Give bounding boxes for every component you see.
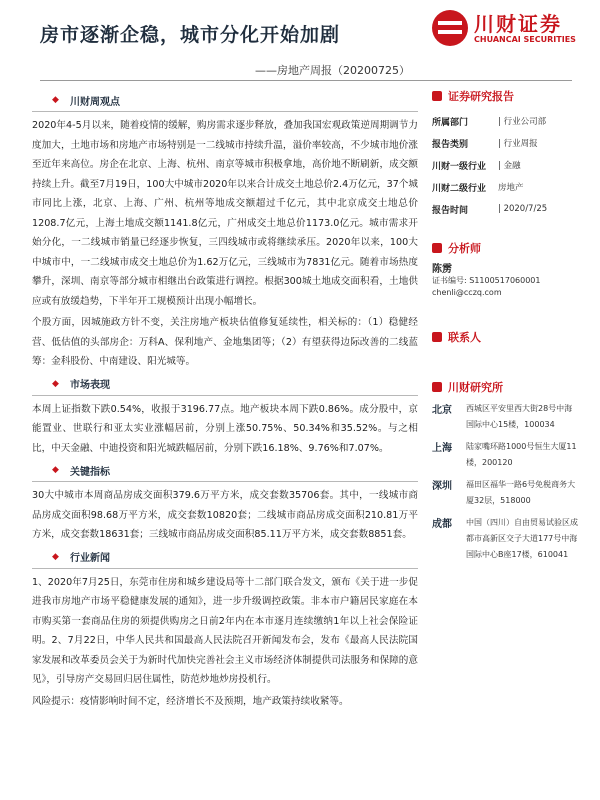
diamond-icon: ◆ xyxy=(52,95,59,105)
report-icon xyxy=(432,91,442,101)
section-market-header xyxy=(32,376,418,392)
office-shenzhen: 深圳 福田区福华一路6号免税商务大厦32层，518000 xyxy=(432,480,576,505)
contact-icon xyxy=(432,332,442,342)
contact-title: 联系人 xyxy=(448,331,481,344)
report-info-title: 证券研究报告 xyxy=(448,90,514,103)
info-row: 报告时间 | 2020/7/25 xyxy=(432,204,548,216)
logo-name: 川财证券 xyxy=(474,12,562,36)
section-view-header xyxy=(32,92,418,108)
logo-english-name: CHUANCAI SECURITIES xyxy=(474,35,576,44)
section-divider xyxy=(32,568,418,569)
main-content xyxy=(32,88,418,711)
sidebar xyxy=(432,88,580,563)
market-paragraph: 本周上证指数下跌0.54%，收报于3196.77点。地产板块本周下跌0.86%。成分股中，京能置业、世联行和亚太实业涨幅居前，分别上涨50.75%、50.34%和35.52%。与之相比，中天金融、中迪投资和阳光城跌幅居前，分别下跌16.18%、9.76%和7.07%。 xyxy=(32,403,418,454)
info-row: 所属部门 | 行业公司部 xyxy=(432,117,547,128)
report-title: 房市逐渐企稳，城市分化开始加剧 xyxy=(40,24,341,46)
institute-title: 川财研究所 xyxy=(448,381,503,394)
view-paragraph: 2020年4-5月以来，随着疫情的缓解，购房需求逐步释放，叠加我国宏观政策逆周期调节力度加大，土地市场和房地产市场特别是一二线城市持续升温，溢价率较高，不少城市地价涨至近年来高位。房企在北京、上海、杭州、南京等城市积极拿地，高价地不断刷新，成交额持续上升。截至7月19日，100大中城市2020年以来合计成交土地总价2.4万亿元，37个城市同比上涨，北京、上海、广州、杭州等地成交额超过千亿元，其中北京成交土地总价1208.7亿元，上海土地成交额1141.8亿元，广州成交土地总价1173.0亿元。城市需求开始分化，一二线城市销量已经逐步恢复，三四线城市或将继续承压。2020年以来，100大中城市中，一二线城市成交土地总价为1.62万亿元，三线城市为7831亿元。随着市场热度攀升，深圳、南京等部分城市相继出台政策进行调控。根据300城土地成交面积看，土地供应或有放缓趋势，下半年开工规模预计出现小幅增长。 xyxy=(32,120,418,307)
section-divider xyxy=(32,481,418,482)
section-divider xyxy=(32,395,418,396)
info-row: 川财二级行业 房地产 xyxy=(432,183,524,194)
analyst-title: 分析师 xyxy=(448,242,481,255)
section-market-title: 市场表现 xyxy=(70,380,110,391)
section-indicators-title: 关键指标 xyxy=(70,466,110,478)
institute-header xyxy=(432,379,580,395)
section-indicators-header xyxy=(32,462,418,478)
section-news-header xyxy=(32,549,418,565)
info-row: 报告类别 | 行业周报 xyxy=(432,139,538,150)
report-info-header xyxy=(432,88,580,104)
indicators-paragraph: 30大中城市本周商品房成交面积379.6万平方米，成交套数35706套。其中，一线城市商品房成交面积98.68万平方米，成交套数10820套；二线城市商品房成交面积210.81万平方米，成交套数18631套；三线城市商品房成交面积85.11万平方米，成交套数8851套。 xyxy=(32,490,418,540)
section-divider xyxy=(32,111,418,112)
analyst-icon xyxy=(432,243,442,253)
logo-mark-icon xyxy=(432,10,468,46)
diamond-icon: ◆ xyxy=(52,551,59,562)
analyst-header xyxy=(432,240,580,256)
analyst-name: 陈雳 xyxy=(432,264,452,275)
office-chengdu: 成都 中国（四川）自由贸易试验区成都市高新区交子大道177号中海国际中心B座17楼，610041 xyxy=(432,518,578,559)
report-subtitle: ——房地产周报（20200725） xyxy=(255,64,410,77)
office-shanghai: 上海 陆家嘴环路1000号恒生大厦11楼，200120 xyxy=(432,442,577,467)
section-news-title: 行业新闻 xyxy=(70,553,110,564)
office-beijing: 北京 西城区平安里西大街28号中海国际中心15楼，100034 xyxy=(432,404,573,429)
analyst-cert: 证书编号: S1100517060001 xyxy=(432,276,541,285)
section-view-title: 川财周观点 xyxy=(70,96,120,108)
view-paragraph: 个股方面，因城施政方针不变，关注房地产板块估值修复延续性，相关标的：（1）稳健经营、低估值的头部房企：万科A、保利地产、金地集团等；（2）有望获得边际改善的二线蓝筹：金科股份、中南建设、阳光城等。 xyxy=(32,317,418,367)
diamond-icon: ◆ xyxy=(52,378,59,389)
contact-header xyxy=(432,329,580,345)
analyst-email[interactable]: chenli@cczq.com xyxy=(432,288,502,297)
diamond-icon: ◆ xyxy=(52,465,59,475)
risk-warning: 风险提示：疫情影响时间不定，经济增长不及预期，地产政策持续收紧等。 xyxy=(32,695,349,707)
company-logo xyxy=(432,6,582,50)
news-paragraph: 1、2020年7月25日，东莞市住房和城乡建设局等十二部门联合发文，颁布《关于进一步促进我市房地产市场平稳健康发展的通知》，进一步升级调控政策。非本市户籍居民家庭在本市购买第一套商品住房的须提供购房之日前2年内在本市逐月连续缴纳1年以上社会保险证明。2、7月22日，中华人民共和国最高人民法院召开新闻发布会，发布《最高人民法院国家发展和改革委员会关于为新时代加快完善社会主义市场经济体制提供司法服务和保障的意见》，引导房产交易回归居住属性，防范炒地炒房投机行。 xyxy=(32,576,418,685)
header-divider xyxy=(40,80,572,81)
info-row: 川财一级行业 | 金融 xyxy=(432,161,521,172)
institute-icon xyxy=(432,382,442,392)
